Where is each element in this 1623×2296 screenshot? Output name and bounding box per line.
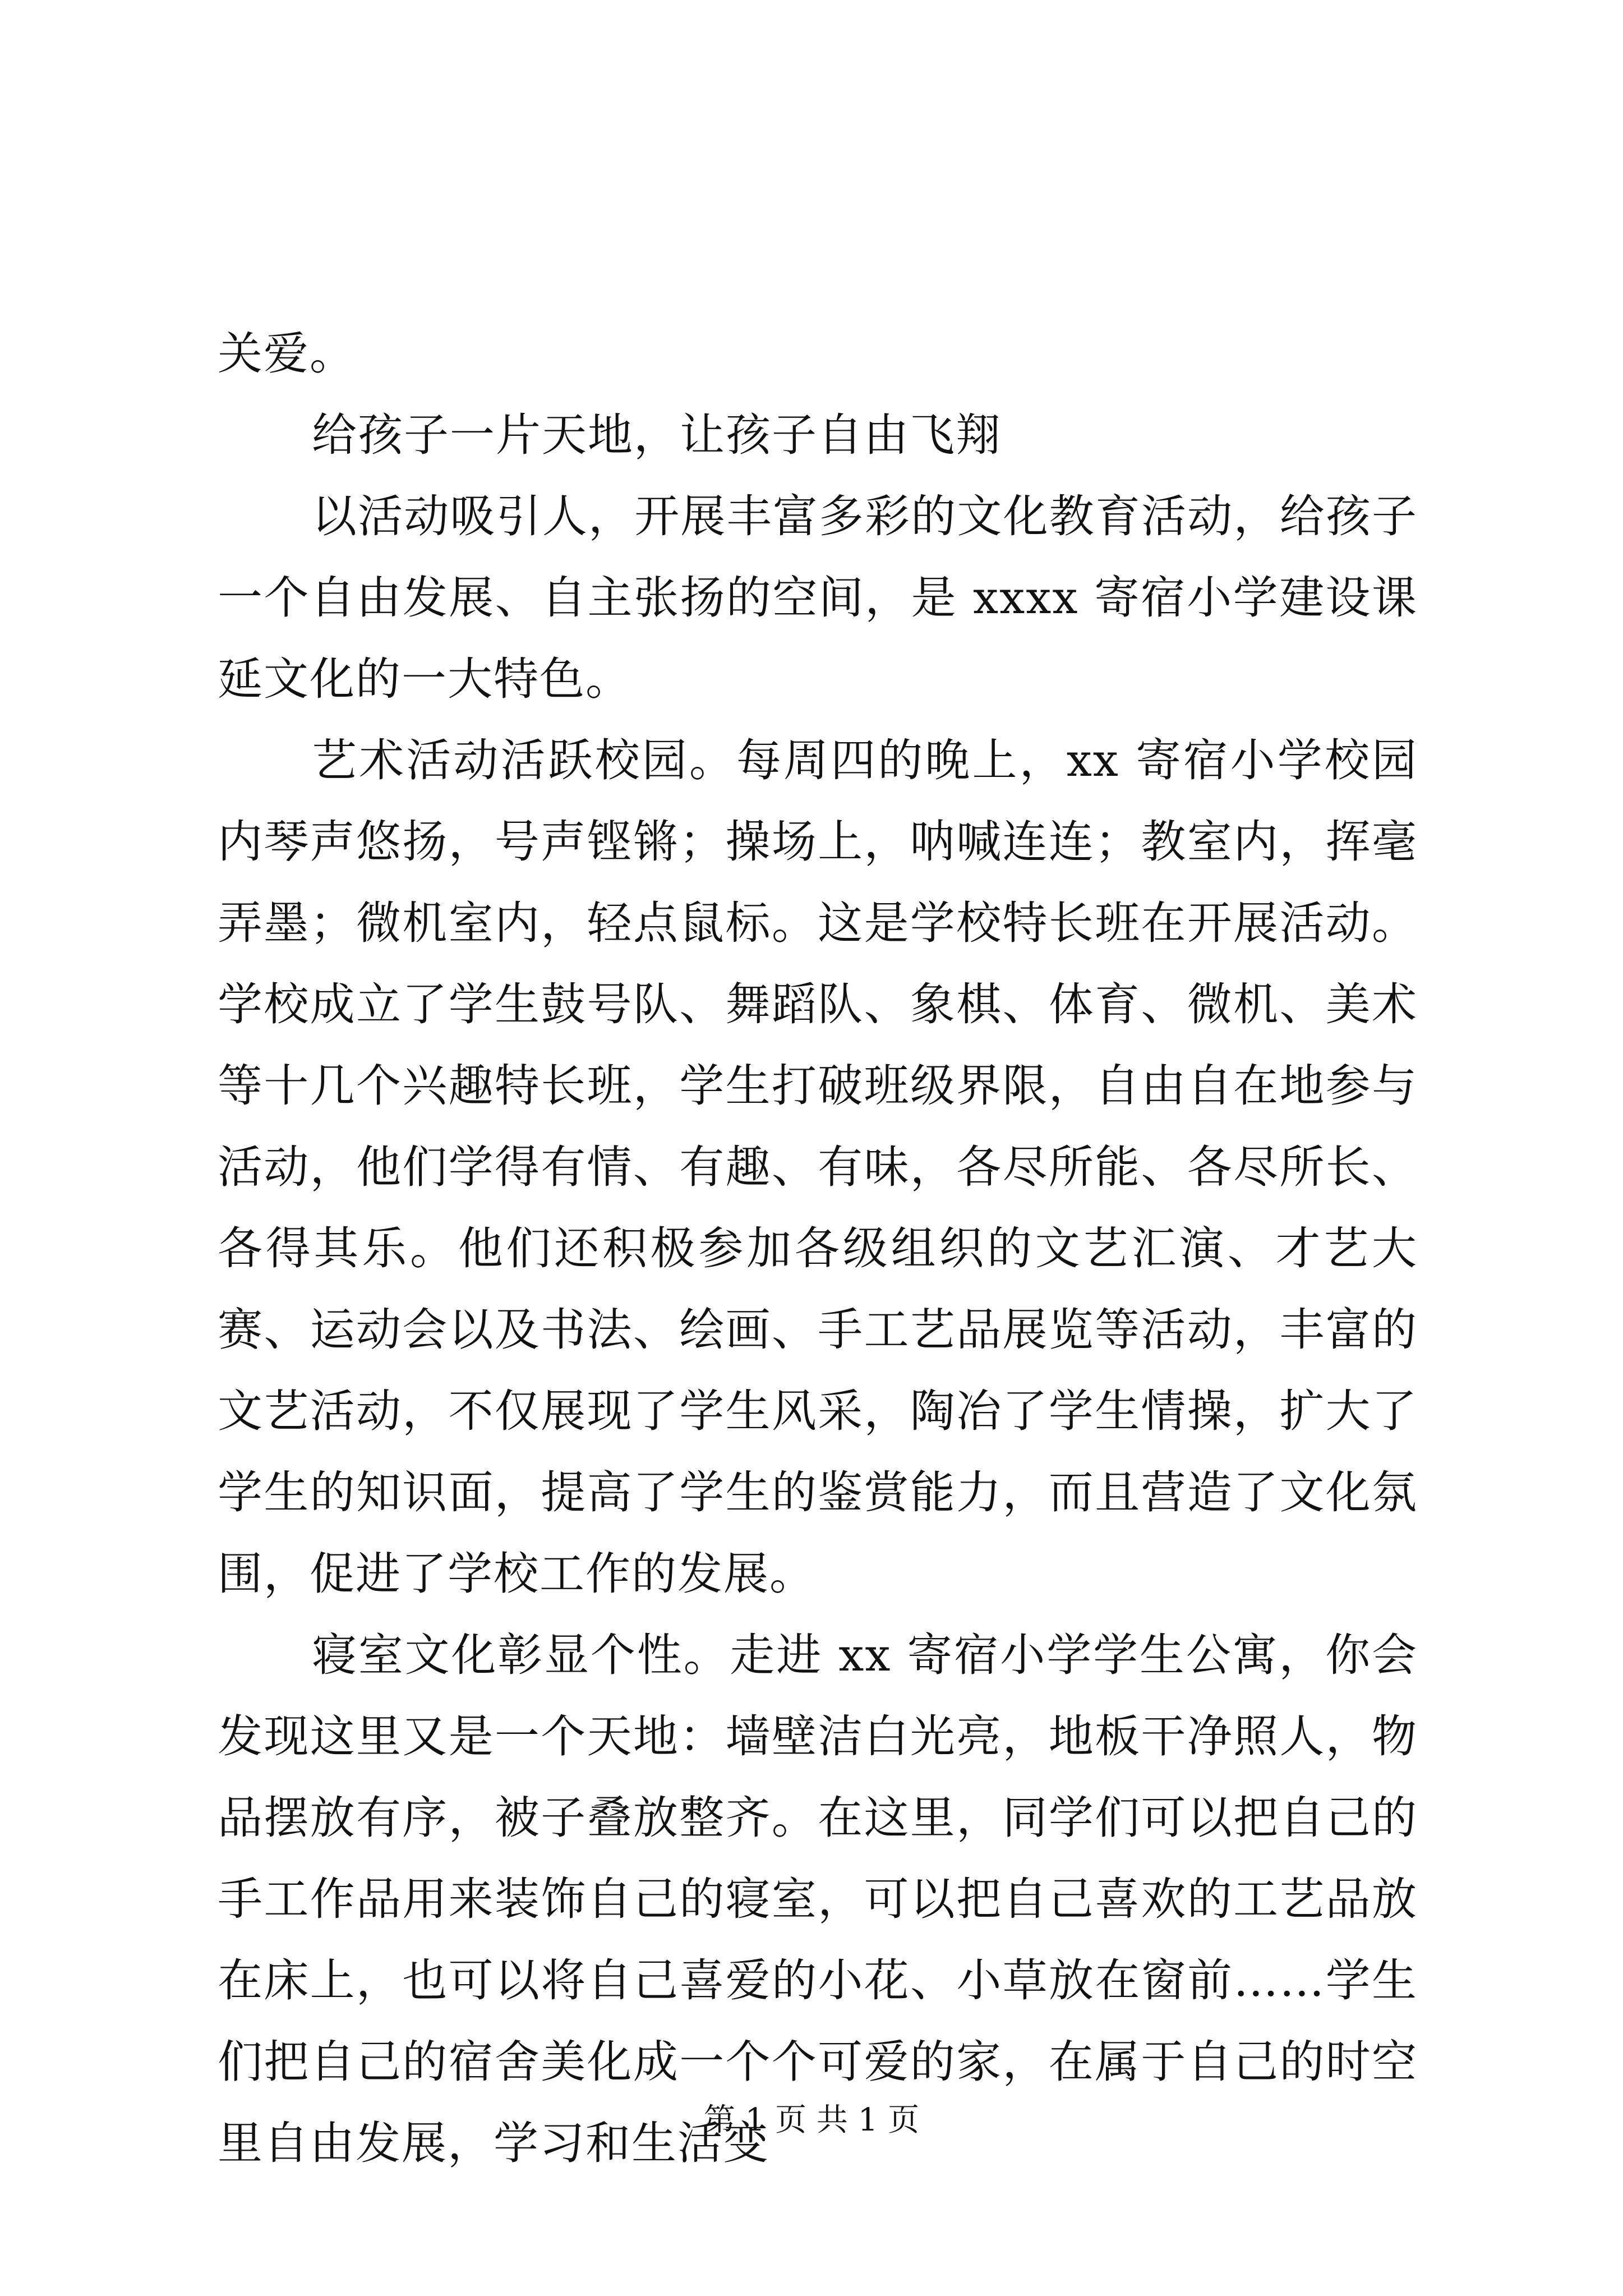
paragraph-1: 关爱。	[218, 328, 356, 380]
paragraph-2-heading: 给孩子一片天地，让孩子自由飞翔	[312, 409, 1002, 461]
paragraph-3: 以活动吸引人，开展丰富多彩的文化教育活动，给孩子一个自由发展、自主张扬的空间，是 xxxx 寄宿小学建设课延文化的一大特色。	[218, 490, 1418, 705]
paragraph-5: 寝室文化彰显个性。走进 xx 寄宿小学学生公寓，你会发现这里又是一个天地：墙壁洁白光亮，地板干净照人，物品摆放有序，被子叠放整齐。在这里，同学们可以把自己的手工作品用来装饰自己的寝室，可以把自己喜欢的工艺品放在床上，也可以将自己喜爱的小花、小草放在窗前……学生们把自己的宿舍美化成一个个可爱的家，在属于自己的时空里自由发展，学习和生活变	[218, 1629, 1418, 2169]
paragraph-4: 艺术活动活跃校园。每周四的晚上，xx 寄宿小学校园内琴声悠扬，号声铿锵；操场上，呐喊连连；教室内，挥毫弄墨；微机室内，轻点鼠标。这是学校特长班在开展活动。学校成立了学生鼓号队、舞蹈队、象棋、体育、微机、美术等十几个兴趣特长班，学生打破班级界限，自由自在地参与活动，他们学得有情、有趣、有味，各尽所能、各尽所长、各得其乐。他们还积极参加各级组织的文艺汇演、才艺大赛、运动会以及书法、绘画、手工艺品展览等活动，丰富的文艺活动，不仅展现了学生风采，陶冶了学生情操，扩大了学生的知识面，提高了学生的鉴赏能力，而且营造了文化氛围，促进了学校工作的发展。	[218, 734, 1418, 1600]
page-footer: 第 1 页 共 1 页	[703, 2102, 920, 2138]
document-body	[218, 313, 1418, 2184]
